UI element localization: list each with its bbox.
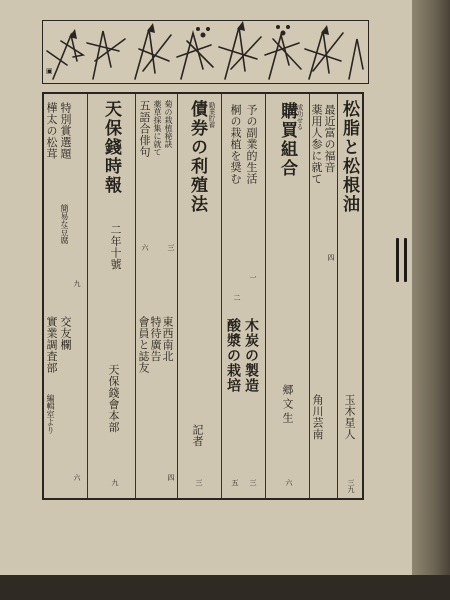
toc-column-purchasing-union <box>266 94 310 498</box>
page-number: 三九 <box>347 479 355 493</box>
page-number: 三 <box>167 244 175 251</box>
author-name: 郷文生 <box>281 384 294 426</box>
page-number: 六 <box>141 244 149 251</box>
toc-item-title[interactable]: 樺太の松茸 <box>45 102 58 160</box>
toc-item-title[interactable]: 五語合俳句 <box>138 100 151 158</box>
author-name: 記者 <box>191 424 204 447</box>
toc-column-side-business <box>222 94 266 498</box>
page-number: 三 <box>249 479 257 486</box>
author-name: 角川芸南 <box>311 394 324 440</box>
seal-icon: ▣ <box>46 67 53 75</box>
toc-section-title[interactable]: 天保錢時報 <box>101 100 121 195</box>
page-number: 六 <box>285 479 293 486</box>
toc-column-bonds <box>178 94 222 498</box>
page-number: 一 <box>249 274 257 281</box>
toc-item-title[interactable]: 東西南北 <box>161 316 174 362</box>
grass-motif-illustration <box>43 21 368 83</box>
publisher-name: 天保錢會本部 <box>107 364 120 433</box>
toc-item-title[interactable]: 薬用人参に就て <box>310 104 323 185</box>
toc-section-title[interactable]: 債券の利殖法 <box>187 100 207 214</box>
page-number: 九 <box>111 479 119 486</box>
toc-column-ginseng <box>310 94 338 498</box>
toc-section-title[interactable]: 松脂と松根油 <box>339 100 359 214</box>
toc-item-title[interactable]: 桐の栽植を奨む <box>229 104 242 185</box>
issue-number: 二年十號 <box>109 224 122 270</box>
page-number: 四 <box>327 254 335 261</box>
toc-column-tenpo-news <box>88 94 136 498</box>
toc-section-title[interactable]: 購買組合 <box>277 102 297 178</box>
toc-item-title[interactable]: 實業調査部 <box>45 316 58 374</box>
page-number: 六 <box>73 474 81 481</box>
toc-item-title[interactable]: 薬草採集に就て <box>153 100 162 156</box>
toc-item-title[interactable]: 最近富の福音 <box>323 104 336 173</box>
page-number: 三 <box>195 479 203 486</box>
author-name: 玉木星人 <box>343 394 356 440</box>
page-number: 二 <box>233 294 241 301</box>
table-surface <box>0 575 450 600</box>
toc-item-title[interactable]: 特待廣告 <box>149 316 162 362</box>
table-of-contents <box>42 92 364 500</box>
toc-column-short-items <box>136 94 178 498</box>
binding-mark <box>396 238 399 282</box>
page-number: 九 <box>73 280 81 287</box>
page-number: 五 <box>231 479 239 486</box>
toc-item-title[interactable]: 簡易な豆腐 <box>60 204 69 244</box>
book-spine-edge <box>412 0 450 600</box>
binding-mark <box>404 238 407 282</box>
toc-item-title[interactable]: 菊の栽植秘訣 <box>164 100 173 148</box>
toc-item-title[interactable]: 會員と誌友 <box>137 316 150 374</box>
toc-item-title[interactable]: 予の副業的生活 <box>245 104 258 185</box>
section-prefix: 勤業貯蓄 <box>207 102 216 128</box>
toc-item-title[interactable]: 酸漿の栽培 <box>225 318 241 393</box>
page-number: 四 <box>167 474 175 481</box>
toc-item-title[interactable]: 特別賞選題 <box>59 102 72 160</box>
section-prefix: 成功せる <box>295 104 304 130</box>
decorative-header-illustration <box>42 20 369 84</box>
toc-column-pine-resin <box>338 94 362 498</box>
toc-item-title[interactable]: 交友欄 <box>59 316 72 351</box>
toc-column-misc-2 <box>44 94 88 498</box>
toc-item-title[interactable]: 木炭の製造 <box>243 318 259 393</box>
toc-item-title[interactable]: 編輯室より <box>46 394 55 434</box>
